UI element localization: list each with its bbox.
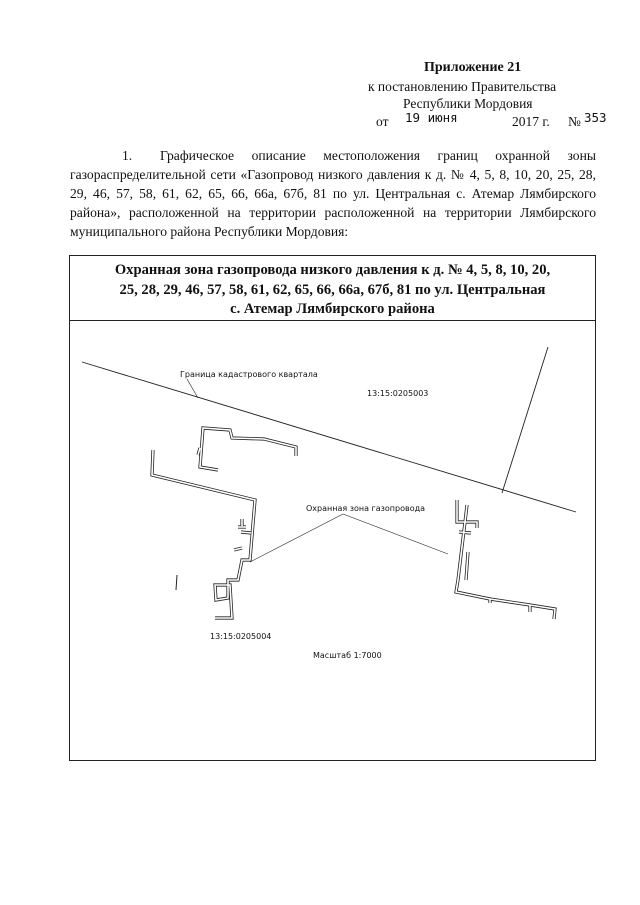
government-line: Республики Мордовия [403, 96, 533, 111]
zone-leader-right [343, 514, 448, 554]
steep-boundary-line [502, 347, 548, 493]
label-cadastral-boundary: Граница кадастрового квартала [180, 370, 318, 379]
description-paragraph [70, 146, 596, 241]
pipeline-zone-north [198, 428, 296, 470]
map-title-line-1: Охранная зона газопровода низкого давления к д. № 4, 5, 8, 10, 20, [114, 262, 551, 278]
date-prefix: от [376, 114, 389, 129]
cadastral-boundary-line [82, 362, 576, 512]
appendix-title: Приложение 21 [424, 60, 522, 75]
map-title-line-3: с. Атемар Лямбирского района [230, 301, 435, 317]
map-frame [69, 255, 596, 761]
cadastral-map [70, 322, 595, 760]
number-sign: № [568, 114, 581, 129]
map-title [70, 256, 595, 321]
date-year: 2017 г. [512, 114, 550, 129]
date-day-month: 19 июня [405, 110, 458, 125]
label-parcel-south: 13:15:0205004 [210, 632, 272, 641]
label-scale: Масштаб 1:7000 [313, 651, 382, 660]
isolated-segment [176, 575, 177, 590]
label-parcel-north: 13:15:0205003 [367, 389, 429, 398]
label-protection-zone: Охранная зона газопровода [306, 504, 426, 513]
zone-leader-left [250, 514, 343, 562]
document-number: 353 [584, 110, 607, 125]
map-title-line-2: 25, 28, 29, 46, 57, 58, 61, 62, 65, 66, 66а, 67б, 81 по ул. Центральная [119, 281, 546, 298]
pipeline-zone-west [152, 450, 255, 618]
paragraph-text: Графическое описание местоположения границ охранной зоны газораспределительной сети «Газопровод низкого давления к д. № 4, 5, 8, 10, 20, 25, 28, 29, 46, 57, 58, 61, 62, 65, 66, 66а, 67б, 81 по ул. Центральная с. Атемар Лямбирского района», расположенной на территории расположенной на территории Лямбирского муниципального района Республики Мордовия: [70, 148, 596, 239]
item-number: 1. [122, 148, 133, 163]
resolution-line: к постановлению Правительства [368, 79, 557, 94]
